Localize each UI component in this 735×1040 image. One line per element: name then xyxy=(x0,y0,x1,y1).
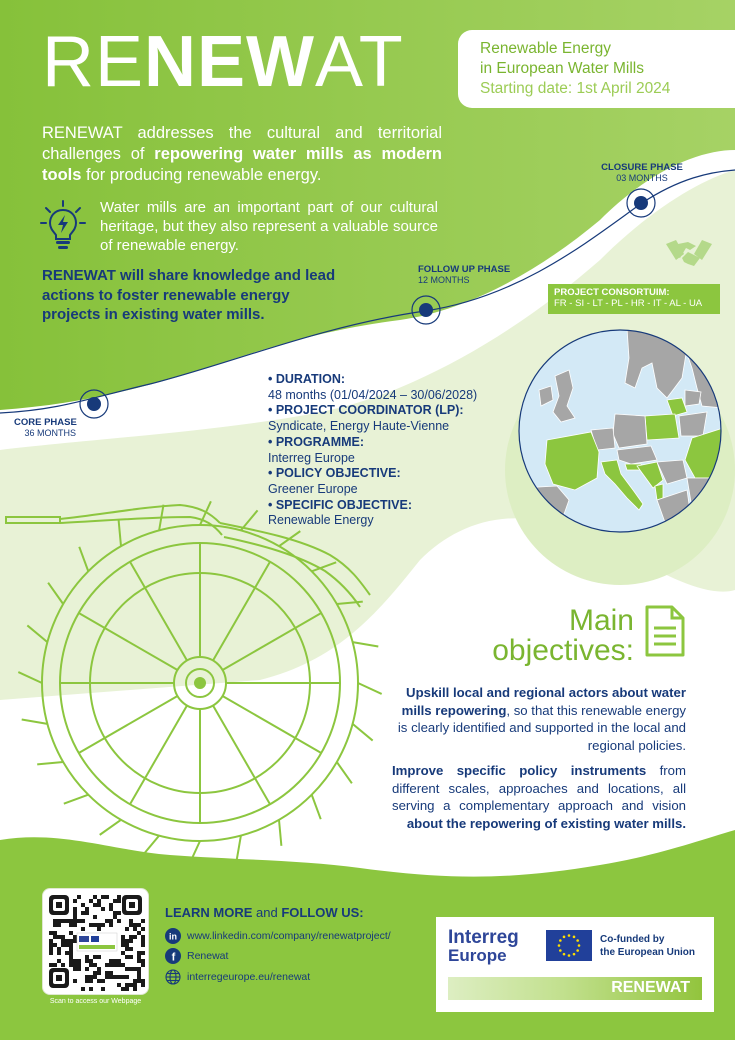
follow-up-phase-title: FOLLOW UP PHASE xyxy=(418,264,511,275)
closure-phase-marker xyxy=(625,187,657,219)
svg-text:in: in xyxy=(169,931,177,942)
document-icon xyxy=(644,604,686,658)
eu-flag-icon xyxy=(546,930,592,961)
linkedin-link[interactable]: in www.linkedin.com/company/renewatproject/ xyxy=(165,927,391,945)
core-phase-label xyxy=(14,417,76,438)
website-link[interactable]: interregeurope.eu/renewat xyxy=(165,968,310,986)
title-line-2: in European Water Mills xyxy=(480,60,644,77)
duration-label: • DURATION: xyxy=(268,372,346,386)
follow-up-phase-duration: 12 MONTHS xyxy=(418,275,470,285)
globe-icon xyxy=(165,969,181,985)
linkedin-icon xyxy=(165,928,181,944)
duration-value: 48 months (01/04/2024 – 30/06/2028) xyxy=(268,387,478,402)
programme-label: • PROGRAMME: xyxy=(268,434,365,449)
coordinator-value: Syndicate, Energy Haute-Vienne xyxy=(268,419,450,434)
project-title-box xyxy=(458,30,735,108)
intro-text: RENEWAT addresses the cultural and territorial challenges of repowering water mills as modern tools for producing renewable energy. xyxy=(42,124,443,184)
facebook-icon xyxy=(165,948,181,964)
closure-phase-label xyxy=(600,162,684,183)
heritage-text: Water mills are an important part of our cultural heritage, but they also represent a valuable source of renewable energy. xyxy=(100,199,438,254)
specific-objective-value: Renewable Energy xyxy=(268,513,374,528)
co-funded-label: Co-funded by the European Union xyxy=(600,934,695,958)
consortium-countries: FR - SI - LT - PL - HR - IT - AL - UA xyxy=(554,298,703,309)
consortium-title: PROJECT CONSORTUIM: xyxy=(554,287,670,298)
core-phase-duration: 36 MONTHS xyxy=(24,428,76,438)
core-phase-marker xyxy=(78,388,110,420)
follow-up-phase-marker xyxy=(410,294,442,326)
specific-objective-label: • SPECIFIC OBJECTIVE: xyxy=(268,497,412,512)
qr-code[interactable] xyxy=(42,888,149,995)
objective-2: Improve specific policy instruments from different scales, approaches and locations, all serving a complementary approach and vision about the repowering of existing water mills. xyxy=(392,763,686,831)
bulb-gear-icon xyxy=(40,199,86,251)
start-date: Starting date: 1st April 2024 xyxy=(480,80,671,97)
closure-phase-title: CLOSURE PHASE xyxy=(601,162,683,173)
policy-objective-label: • POLICY OBJECTIVE: xyxy=(268,466,401,481)
closure-phase-duration: 03 MONTHS xyxy=(616,173,668,183)
programme-value: Interreg Europe xyxy=(268,450,355,465)
renewat-logo: RENEWAT xyxy=(42,22,404,102)
policy-objective-value: Greener Europe xyxy=(268,481,358,496)
objective-1: Upskill local and regional actors about water mills repowering, so that this renewable energy is clearly identified and supported in the local and regional policies. xyxy=(397,685,686,753)
learn-more-heading: LEARN MORE and FOLLOW US: xyxy=(165,905,364,920)
consortium-box xyxy=(548,284,720,314)
title-line-1: Renewable Energy xyxy=(480,40,611,57)
svg-text:f: f xyxy=(171,951,176,964)
main-objectives-heading: Main objectives: xyxy=(492,604,634,667)
renewat-bar: RENEWAT xyxy=(448,977,702,1000)
share-knowledge-text: RENEWAT will share knowledge and lead actions to foster renewable energy projects in existing water mills. xyxy=(42,267,336,323)
water-wheel-illustration xyxy=(0,495,420,875)
scan-caption: Scan to access our Webpage xyxy=(49,998,142,1005)
interreg-europe-logo: Interreg Europe xyxy=(448,927,519,965)
follow-up-phase-label xyxy=(418,264,510,285)
handshake-icon xyxy=(664,236,714,272)
core-phase-title: CORE PHASE xyxy=(14,417,77,428)
partner-logos-box xyxy=(436,917,714,1012)
coordinator-label: • PROJECT COORDINATOR (LP): xyxy=(268,403,464,418)
facebook-link[interactable]: f Renewat xyxy=(165,947,228,965)
